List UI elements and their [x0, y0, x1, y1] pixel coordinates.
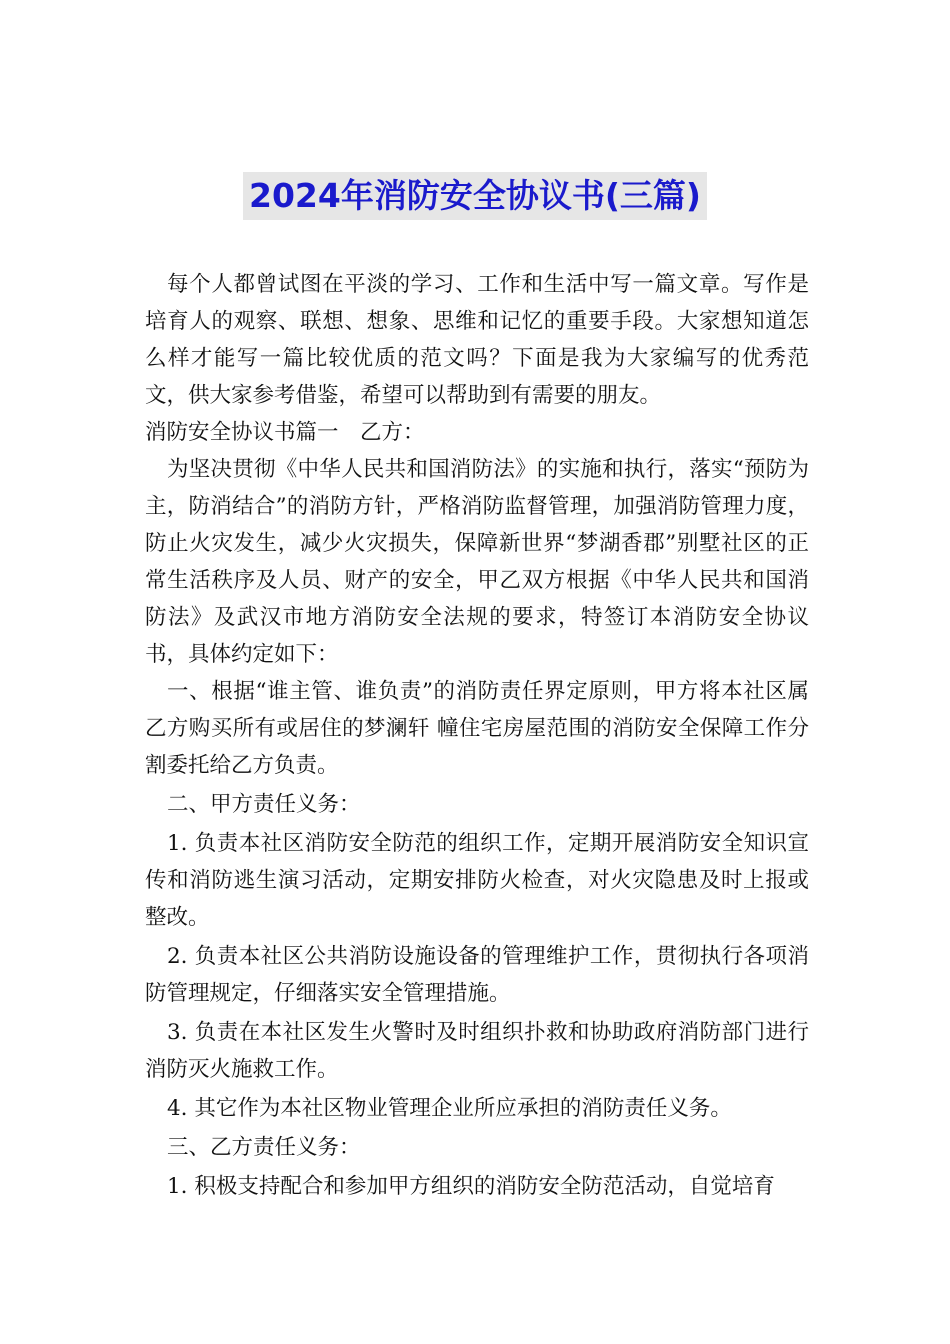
- clause-2-item-3: 3. 负责在本社区发生火警时及时组织扑救和协助政府消防部门进行消防灭火施救工作。: [145, 1020, 809, 1082]
- clause-2-item-2: 2. 负责本社区公共消防设施设备的管理维护工作，贯彻执行各项消防管理规定，仔细落实安全管理措施。: [145, 944, 809, 1006]
- clause-2-heading: 二、甲方责任义务：: [167, 792, 361, 817]
- clause-3-heading: 三、乙方责任义务：: [167, 1135, 361, 1160]
- clause-1: 一、根据“谁主管、谁负责”的消防责任界定原则，甲方将本社区属乙方购买所有或居住的梦澜轩 幢住宅房屋范围的消防安全保障工作分割委托给乙方负责。: [145, 679, 809, 778]
- document-title: 2024年消防安全协议书(三篇): [243, 172, 707, 220]
- title-container: [0, 172, 950, 220]
- clause-2-item-1: 1. 负责本社区消防安全防范的组织工作，定期开展消防安全知识宣传和消防逃生演习活动，定期安排防火检查，对火灾隐患及时上报或整改。: [145, 831, 809, 930]
- intro-paragraph: 每个人都曾试图在平淡的学习、工作和生活中写一篇文章。写作是培育人的观察、联想、想象、思维和记忆的重要手段。大家想知道怎么样才能写一篇比较优质的范文吗？下面是我为大家编写的优秀范文，供大家参考借鉴，希望可以帮助到有需要的朋友。: [145, 272, 809, 408]
- clause-3-item-1: 1. 积极支持配合和参加甲方组织的消防安全防范活动，自觉培育: [167, 1174, 775, 1199]
- section-heading-1: 消防安全协议书篇一 乙方：: [145, 420, 425, 445]
- document-body: [145, 266, 809, 1205]
- clause-2-item-4: 4. 其它作为本社区物业管理企业所应承担的消防责任义务。: [167, 1096, 732, 1121]
- preamble-paragraph: 为坚决贯彻《中华人民共和国消防法》的实施和执行，落实“预防为主，防消结合”的消防方针，严格消防监督管理，加强消防管理力度，防止火灾发生，减少火灾损失，保障新世界“梦湖香郡”别墅社区的正常生活秩序及人员、财产的安全，甲乙双方根据《中华人民共和国消防法》及武汉市地方消防安全法规的要求，特签订本消防安全协议书，具体约定如下：: [145, 457, 809, 667]
